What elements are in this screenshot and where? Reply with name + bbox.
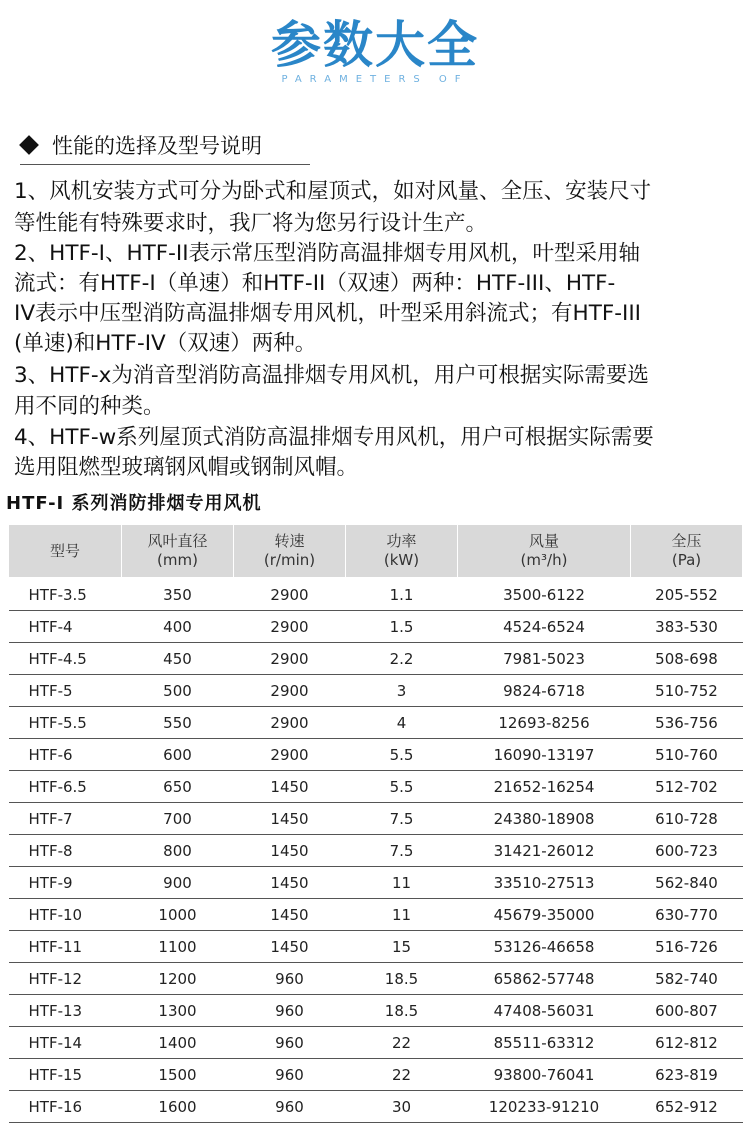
cell-pressure: 510-752 [631,675,743,707]
cell-airflow: 45679-35000 [458,899,631,931]
cell-speed: 1450 [234,931,346,963]
cell-model: HTF-6 [9,739,122,771]
cell-pressure: 508-698 [631,643,743,675]
cell-speed: 2900 [234,643,346,675]
cell-diameter: 1000 [122,899,234,931]
cell-diameter: 900 [122,867,234,899]
cell-speed: 2900 [234,675,346,707]
paragraph-line: 3、HTF-x为消音型消防高温排烟专用风机，用户可根据实际需要选 [14,363,649,388]
cell-speed: 1450 [234,771,346,803]
table-row [9,899,743,931]
cell-airflow: 16090-13197 [458,739,631,771]
cell-power: 15 [346,931,458,963]
table-row [9,867,743,899]
cell-airflow: 3500-6122 [458,578,631,611]
cell-diameter: 550 [122,707,234,739]
cell-model: HTF-4.5 [9,643,122,675]
cell-airflow: 21652-16254 [458,771,631,803]
table-row [9,1027,743,1059]
cell-airflow: 12693-8256 [458,707,631,739]
cell-airflow: 9824-6718 [458,675,631,707]
cell-pressure: 512-702 [631,771,743,803]
cell-airflow: 120233-91210 [458,1091,631,1123]
table-row [9,675,743,707]
cell-pressure: 652-912 [631,1091,743,1123]
cell-diameter: 650 [122,771,234,803]
cell-power: 22 [346,1027,458,1059]
cell-model: HTF-8 [9,835,122,867]
cell-diameter: 700 [122,803,234,835]
cell-diameter: 600 [122,739,234,771]
table-row [9,1059,743,1091]
header-airflow: 风量 (m³/h) [458,525,631,579]
table-row [9,611,743,643]
cell-speed: 1450 [234,835,346,867]
cell-power: 7.5 [346,803,458,835]
paragraph-line: 流式：有HTF-I（单速）和HTF-II（双速）两种：HTF-III、HTF- [14,271,616,296]
cell-diameter: 800 [122,835,234,867]
cell-model: HTF-5 [9,675,122,707]
table-row [9,707,743,739]
cell-diameter: 1300 [122,995,234,1027]
cell-speed: 1450 [234,867,346,899]
cell-airflow: 31421-26012 [458,835,631,867]
paragraph-line: 选用阻燃型玻璃钢风帽或钢制风帽。 [14,455,359,480]
cell-model: HTF-4 [9,611,122,643]
cell-speed: 1450 [234,803,346,835]
cell-pressure: 536-756 [631,707,743,739]
cell-model: HTF-11 [9,931,122,963]
table-row [9,771,743,803]
cell-airflow: 47408-56031 [458,995,631,1027]
cell-airflow: 53126-46658 [458,931,631,963]
cell-airflow: 85511-63312 [458,1027,631,1059]
cell-model: HTF-5.5 [9,707,122,739]
cell-model: HTF-7 [9,803,122,835]
cell-diameter: 1100 [122,931,234,963]
cell-airflow: 7981-5023 [458,643,631,675]
table-row [9,739,743,771]
cell-pressure: 612-812 [631,1027,743,1059]
cell-power: 5.5 [346,739,458,771]
cell-diameter: 1400 [122,1027,234,1059]
banner [0,0,750,110]
cell-speed: 960 [234,995,346,1027]
cell-diameter: 400 [122,611,234,643]
cell-model: HTF-13 [9,995,122,1027]
paragraph-line: 用不同的种类。 [14,394,165,419]
cell-pressure: 582-740 [631,963,743,995]
table-row [9,643,743,675]
cell-power: 11 [346,899,458,931]
cell-diameter: 350 [122,578,234,611]
cell-model: HTF-14 [9,1027,122,1059]
cell-speed: 2900 [234,578,346,611]
cell-power: 1.5 [346,611,458,643]
cell-power: 3 [346,675,458,707]
cell-pressure: 562-840 [631,867,743,899]
cell-diameter: 500 [122,675,234,707]
cell-airflow: 24380-18908 [458,803,631,835]
cell-power: 18.5 [346,963,458,995]
cell-power: 11 [346,867,458,899]
cell-diameter: 1500 [122,1059,234,1091]
cell-model: HTF-16 [9,1091,122,1123]
paragraph-line: 1、风机安装方式可分为卧式和屋顶式，如对风量、全压、安装尺寸 [14,179,652,204]
cell-power: 22 [346,1059,458,1091]
section-title: 性能的选择及型号说明 [52,134,262,158]
cell-power: 18.5 [346,995,458,1027]
table-header-row [9,525,743,579]
header-pressure: 全压 (Pa) [631,525,743,579]
cell-pressure: 630-770 [631,899,743,931]
cell-speed: 2900 [234,707,346,739]
table-row [9,578,743,611]
cell-pressure: 600-807 [631,995,743,1027]
cell-pressure: 516-726 [631,931,743,963]
header-diameter: 风叶直径 (mm) [122,525,234,579]
cell-pressure: 610-728 [631,803,743,835]
header-model: 型号 [9,525,122,579]
cell-power: 1.1 [346,578,458,611]
cell-airflow: 33510-27513 [458,867,631,899]
paragraph-line: (单速)和HTF-IV（双速）两种。 [14,331,317,356]
paragraph-line: 2、HTF-I、HTF-II表示常压型消防高温排烟专用风机，叶型采用轴 [14,241,641,266]
cell-model: HTF-6.5 [9,771,122,803]
cell-model: HTF-15 [9,1059,122,1091]
cell-speed: 960 [234,1091,346,1123]
table-row [9,931,743,963]
cell-speed: 960 [234,1059,346,1091]
table-row [9,835,743,867]
cell-speed: 960 [234,963,346,995]
table-row [9,995,743,1027]
paragraph-line: 等性能有特殊要求时，我厂将为您另行设计生产。 [14,211,488,236]
cell-pressure: 623-819 [631,1059,743,1091]
diamond-bullet-icon [19,135,39,155]
cell-airflow: 4524-6524 [458,611,631,643]
paragraph-line: 4、HTF-w系列屋顶式消防高温排烟专用风机，用户可根据实际需要 [14,425,654,450]
cell-model: HTF-3.5 [9,578,122,611]
cell-pressure: 205-552 [631,578,743,611]
cell-power: 7.5 [346,835,458,867]
spec-table [8,524,743,1123]
cell-model: HTF-9 [9,867,122,899]
banner-subtitle: PARAMETERS OF [281,74,469,85]
table-row [9,803,743,835]
cell-diameter: 450 [122,643,234,675]
cell-pressure: 600-723 [631,835,743,867]
table-title: HTF-I 系列消防排烟专用风机 [6,493,262,514]
cell-pressure: 383-530 [631,611,743,643]
cell-airflow: 65862-57748 [458,963,631,995]
cell-model: HTF-12 [9,963,122,995]
section-heading [20,130,310,165]
table-row [9,1091,743,1123]
cell-diameter: 1600 [122,1091,234,1123]
cell-pressure: 510-760 [631,739,743,771]
cell-speed: 2900 [234,611,346,643]
cell-model: HTF-10 [9,899,122,931]
cell-diameter: 1200 [122,963,234,995]
cell-speed: 960 [234,1027,346,1059]
cell-speed: 2900 [234,739,346,771]
cell-power: 30 [346,1091,458,1123]
cell-power: 5.5 [346,771,458,803]
table-row [9,963,743,995]
cell-speed: 1450 [234,899,346,931]
cell-power: 2.2 [346,643,458,675]
cell-power: 4 [346,707,458,739]
paragraph-line: IV表示中压型消防高温排烟专用风机，叶型采用斜流式；有HTF-III [14,301,641,326]
cell-airflow: 93800-76041 [458,1059,631,1091]
header-speed: 转速 (r/min) [234,525,346,579]
header-power: 功率 (kW) [346,525,458,579]
banner-title: 参数大全 [271,16,479,74]
